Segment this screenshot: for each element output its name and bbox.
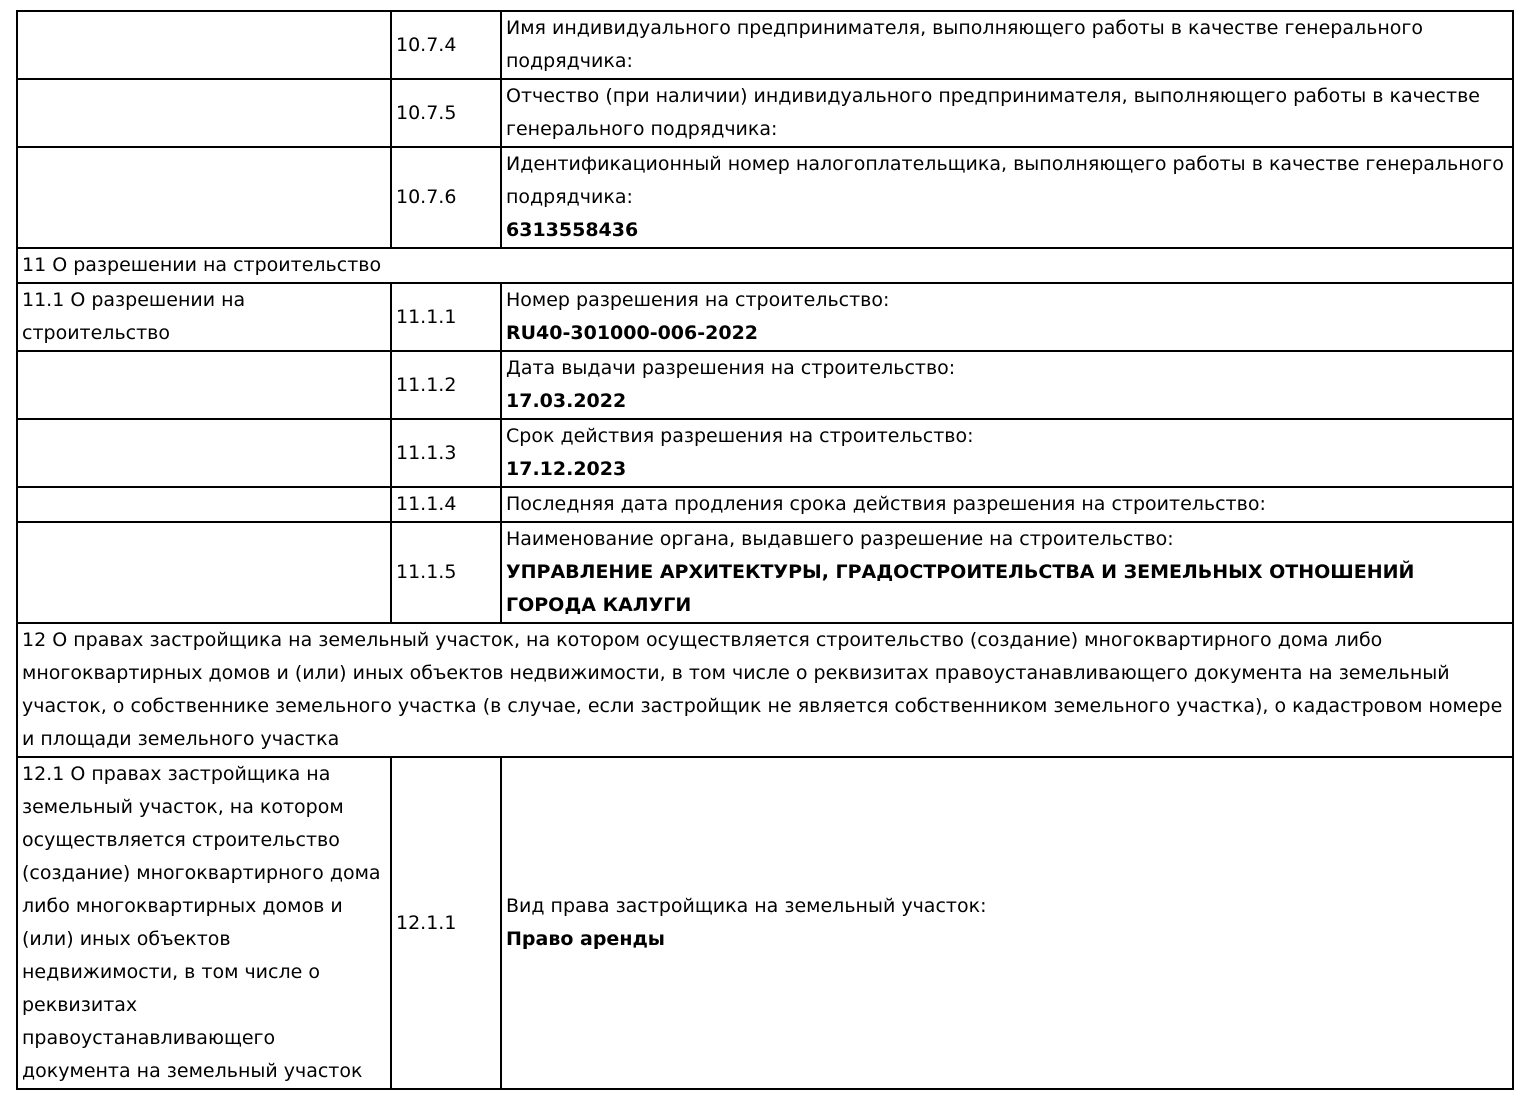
field-value: 17.12.2023 <box>506 458 627 480</box>
row-code: 11.1.3 <box>391 419 501 487</box>
row-content <box>501 11 1513 79</box>
row-content <box>501 487 1513 522</box>
field-label: Последняя дата продления срока действия разрешения на строительство: <box>506 493 1266 515</box>
row-content <box>501 147 1513 248</box>
row-content <box>501 419 1513 487</box>
table-row <box>17 419 1513 487</box>
row-group-label <box>17 147 391 248</box>
row-code: 11.1.4 <box>391 487 501 522</box>
row-group-label: 11.1 О разрешении на строительство <box>17 283 391 351</box>
field-value: RU40-301000-006-2022 <box>506 322 759 344</box>
row-group-label <box>17 419 391 487</box>
row-code: 12.1.1 <box>391 757 501 1089</box>
field-label: Дата выдачи разрешения на строительство: <box>506 357 956 379</box>
section-row <box>17 623 1513 757</box>
table-row <box>17 522 1513 623</box>
field-value: Право аренды <box>506 928 665 950</box>
field-label: Номер разрешения на строительство: <box>506 289 890 311</box>
row-content <box>501 757 1513 1089</box>
row-group-label: 12.1 О правах застройщика на земельный участок, на котором осуществляется строительство (создание) многоквартирного дома либо многоквартирных домов и (или) иных объектов недвижимости, в том числе о реквизитах правоустанавливающего документа на земельный участок <box>17 757 391 1089</box>
field-value: 6313558436 <box>506 219 639 241</box>
field-label: Идентификационный номер налогоплательщика, выполняющего работы в качестве генерального подрядчика: <box>506 153 1504 208</box>
row-group-label <box>17 522 391 623</box>
section-title: 12 О правах застройщика на земельный участок, на котором осуществляется строительство (создание) многоквартирного дома либо многоквартирных домов и (или) иных объектов недвижимости, в том числе о реквизитах правоустанавливающего документа на земельный участок, о собственнике земельного участка (в случае, если застройщик не является собственником земельного участка), о кадастровом номере и площади земельного участка <box>17 623 1513 757</box>
declaration-table <box>16 10 1514 1090</box>
table-row <box>17 11 1513 79</box>
field-value: УПРАВЛЕНИЕ АРХИТЕКТУРЫ, ГРАДОСТРОИТЕЛЬСТВА И ЗЕМЕЛЬНЫХ ОТНОШЕНИЙ ГОРОДА КАЛУГИ <box>506 561 1415 616</box>
section-row <box>17 248 1513 283</box>
section-title: 11 О разрешении на строительство <box>17 248 1513 283</box>
field-label: Вид права застройщика на земельный участок: <box>506 895 987 917</box>
table-row <box>17 487 1513 522</box>
row-code: 11.1.2 <box>391 351 501 419</box>
row-code: 11.1.1 <box>391 283 501 351</box>
row-code: 10.7.5 <box>391 79 501 147</box>
table-row <box>17 757 1513 1089</box>
row-content <box>501 522 1513 623</box>
row-code: 10.7.4 <box>391 11 501 79</box>
table-row <box>17 351 1513 419</box>
row-group-label <box>17 11 391 79</box>
row-content <box>501 283 1513 351</box>
row-content <box>501 79 1513 147</box>
row-code: 10.7.6 <box>391 147 501 248</box>
field-label: Срок действия разрешения на строительство: <box>506 425 974 447</box>
field-label: Отчество (при наличии) индивидуального предпринимателя, выполняющего работы в качестве генерального подрядчика: <box>506 85 1480 140</box>
row-group-label <box>17 351 391 419</box>
row-content <box>501 351 1513 419</box>
field-value: 17.03.2022 <box>506 390 627 412</box>
table-row <box>17 283 1513 351</box>
field-label: Наименование органа, выдавшего разрешение на строительство: <box>506 528 1174 550</box>
row-group-label <box>17 487 391 522</box>
field-label: Имя индивидуального предпринимателя, выполняющего работы в качестве генерального подрядчика: <box>506 17 1423 72</box>
row-group-label <box>17 79 391 147</box>
row-code: 11.1.5 <box>391 522 501 623</box>
table-row <box>17 147 1513 248</box>
table-row <box>17 79 1513 147</box>
